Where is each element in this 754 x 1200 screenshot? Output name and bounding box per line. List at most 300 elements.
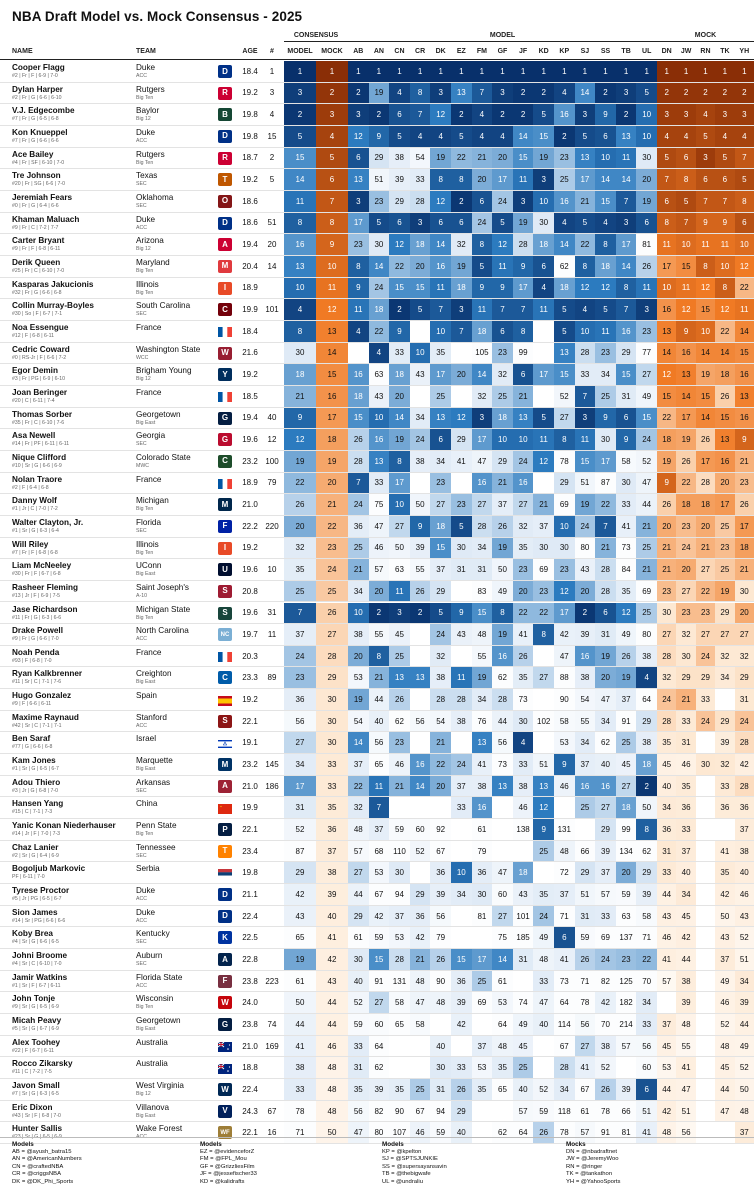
conference: Big Ten bbox=[136, 159, 154, 166]
pick-number bbox=[264, 1079, 280, 1100]
model-rank-cell: 41 bbox=[554, 949, 575, 970]
team-logo-icon: C bbox=[218, 455, 232, 468]
consensus-model-cell: 21 bbox=[284, 386, 316, 407]
mock-rank-cell bbox=[696, 1036, 715, 1057]
model-rank-cell: 91 bbox=[369, 971, 390, 992]
model-rank-cell: 31 bbox=[575, 906, 596, 927]
pick-number: 79 bbox=[267, 478, 277, 488]
model-rank-cell: 25 bbox=[513, 1057, 534, 1078]
model-rank-cell: 17 bbox=[492, 169, 513, 190]
model-rank-cell bbox=[410, 797, 431, 818]
player-name: Noah Penda bbox=[12, 647, 60, 657]
model-rank-cell: 60 bbox=[636, 1057, 657, 1078]
player-age: 19.6 bbox=[242, 608, 258, 618]
model-rank-cell: 1 bbox=[410, 61, 431, 82]
mock-rank-cell: 39 bbox=[676, 992, 695, 1013]
consensus-mock-cell: 42 bbox=[316, 949, 348, 970]
consensus-model-cell: 38 bbox=[284, 1057, 316, 1078]
model-rank-cell: 82 bbox=[595, 971, 616, 992]
model-rank-cell: 3 bbox=[389, 603, 410, 624]
mock-rank-cell: 40 bbox=[657, 776, 676, 797]
mock-rank-cell: 48 bbox=[735, 1101, 754, 1122]
model-rank-cell: 17 bbox=[554, 603, 575, 624]
model-rank-cell: 34 bbox=[554, 1079, 575, 1100]
model-rank-cell: 2 bbox=[389, 299, 410, 320]
mock-rank-cell bbox=[696, 1079, 715, 1100]
model-rank-cell: 24 bbox=[575, 516, 596, 537]
model-rank-cell: 64 bbox=[554, 992, 575, 1013]
team-logo-icon: NC bbox=[218, 628, 232, 641]
model-group-label: MODEL bbox=[348, 29, 657, 42]
player-name: Rocco Zikarsky bbox=[12, 1059, 73, 1069]
model-rank-cell: 13 bbox=[451, 83, 472, 104]
player-details: #20 | Fr | SG | 6-6 | 7-0 bbox=[12, 181, 65, 188]
model-rank-cell: 7 bbox=[513, 299, 534, 320]
player-details: #9 | Fr | F | 6-8 | 6-11 bbox=[12, 246, 61, 253]
player-name: Yanic Konan Niederhauser bbox=[12, 821, 116, 831]
model-rank-cell: 18 bbox=[430, 516, 451, 537]
consensus-model-cell: 2 bbox=[284, 104, 316, 125]
player-name: Asa Newell bbox=[12, 431, 56, 441]
model-rank-cell: 67 bbox=[430, 841, 451, 862]
consensus-model-cell: 61 bbox=[284, 971, 316, 992]
conference: Big East bbox=[136, 679, 156, 686]
model-rank-cell: 4 bbox=[348, 321, 369, 342]
pick-number: 40 bbox=[267, 413, 277, 423]
model-rank-cell: 10 bbox=[369, 408, 390, 429]
model-rank-cell: 34 bbox=[575, 732, 596, 753]
model-rank-cell: 22 bbox=[430, 754, 451, 775]
model-rank-cell: 5 bbox=[554, 321, 575, 342]
player-details: #32 | Fr | G | 6-6 | 6-8 bbox=[12, 289, 62, 296]
mock-rank-cell: 21 bbox=[735, 451, 754, 472]
player-details: #15 | C | 7-1 | 7-3 bbox=[12, 809, 53, 816]
mock-rank-cell: 19 bbox=[676, 429, 695, 450]
model-rank-cell: 38 bbox=[513, 776, 534, 797]
mock-rank-cell bbox=[715, 689, 734, 710]
model-rank-cell: 16 bbox=[492, 646, 513, 667]
model-rank-cell: 92 bbox=[430, 819, 451, 840]
player-name: Hansen Yang bbox=[12, 799, 64, 809]
model-rank-cell: 74 bbox=[513, 992, 534, 1013]
player-details: #25 | Fr | C | 6-10 | 7-0 bbox=[12, 267, 65, 274]
table-row bbox=[0, 689, 754, 711]
model-rank-cell bbox=[389, 797, 410, 818]
mock-rank-cell: 14 bbox=[735, 321, 754, 342]
consensus-model-cell: 17 bbox=[284, 776, 316, 797]
model-rank-cell: 30 bbox=[430, 1057, 451, 1078]
mock-rank-cell: 11 bbox=[696, 234, 715, 255]
model-rank-cell: 53 bbox=[554, 732, 575, 753]
model-rank-cell: 18 bbox=[472, 321, 493, 342]
model-rank-cell bbox=[410, 1057, 431, 1078]
model-rank-cell: 33 bbox=[636, 1014, 657, 1035]
team-logo-icon: T bbox=[218, 173, 232, 186]
player-details: #1 | Jr | C | 7-0 | 7-2 bbox=[12, 506, 58, 513]
consensus-model-cell: 24 bbox=[284, 646, 316, 667]
player-age: 22.1 bbox=[242, 1128, 258, 1138]
model-rank-cell: 36 bbox=[410, 906, 431, 927]
mock-rank-cell: 5 bbox=[676, 191, 695, 212]
model-rank-cell: 42 bbox=[595, 992, 616, 1013]
model-rank-cell: 59 bbox=[389, 819, 410, 840]
pick-number: 12 bbox=[267, 435, 277, 445]
mock-rank-cell: 21 bbox=[735, 559, 754, 580]
pick-number bbox=[264, 343, 280, 364]
consensus-model-cell: 9 bbox=[284, 408, 316, 429]
model-rank-cell: 23 bbox=[533, 581, 554, 602]
model-rank-cell: 185 bbox=[513, 927, 534, 948]
model-rank-cell: 8 bbox=[348, 256, 369, 277]
model-rank-cell: 47 bbox=[595, 689, 616, 710]
mock-rank-cell: 35 bbox=[676, 776, 695, 797]
mock-rank-cell: 8 bbox=[676, 169, 695, 190]
mock-rank-cell: 3 bbox=[715, 104, 734, 125]
model-rank-cell: 36 bbox=[348, 516, 369, 537]
model-rank-cell: 59 bbox=[430, 1122, 451, 1143]
model-rank-cell: 2 bbox=[451, 104, 472, 125]
mock-rank-cell: 57 bbox=[657, 971, 676, 992]
model-rank-cell: 51 bbox=[369, 169, 390, 190]
model-rank-cell: 65 bbox=[389, 1014, 410, 1035]
model-rank-cell: 19 bbox=[575, 494, 596, 515]
model-rank-cell: 20 bbox=[451, 364, 472, 385]
mock-rank-cell: 13 bbox=[676, 364, 695, 385]
model-rank-cell: 21 bbox=[595, 538, 616, 559]
mock-rank-cell: 17 bbox=[696, 451, 715, 472]
model-rank-cell: 47 bbox=[472, 451, 493, 472]
mock-rank-cell: 44 bbox=[735, 1014, 754, 1035]
model-rank-cell: 13 bbox=[430, 408, 451, 429]
mock-rank-cell: 21 bbox=[676, 689, 695, 710]
model-rank-cell: 47 bbox=[369, 516, 390, 537]
model-rank-cell: 34 bbox=[410, 408, 431, 429]
mock-rank-cell: 49 bbox=[715, 971, 734, 992]
model-rank-cell: 42 bbox=[369, 906, 390, 927]
player-name: Cedric Coward bbox=[12, 344, 70, 354]
mock-rank-cell: 16 bbox=[676, 343, 695, 364]
player-details: #2 | Fr | F | 6-9 | 7-0 bbox=[12, 73, 58, 79]
team-logo-icon: T bbox=[218, 845, 232, 858]
model-rank-cell: 55 bbox=[575, 711, 596, 732]
table-row bbox=[0, 538, 754, 560]
consensus-mock-cell: 48 bbox=[316, 1079, 348, 1100]
consensus-mock-cell: 10 bbox=[316, 256, 348, 277]
conference: SEC bbox=[136, 311, 147, 318]
model-rank-cell: 42 bbox=[554, 624, 575, 645]
mock-rank-cell: 18 bbox=[715, 364, 734, 385]
mock-rank-cell: 17 bbox=[735, 516, 754, 537]
model-rank-cell: 138 bbox=[513, 819, 534, 840]
model-rank-cell: 39 bbox=[369, 1079, 390, 1100]
model-rank-cell: 23 bbox=[389, 732, 410, 753]
consensus-model-cell: 5 bbox=[284, 126, 316, 147]
model-rank-cell: 8 bbox=[575, 256, 596, 277]
model-rank-cell: 31 bbox=[430, 1079, 451, 1100]
mock-rank-cell: 5 bbox=[715, 148, 734, 169]
team-logo-icon: G bbox=[218, 1018, 232, 1031]
model-rank-cell: 5 bbox=[451, 516, 472, 537]
model-rank-cell: 75 bbox=[492, 927, 513, 948]
consensus-mock-cell: 16 bbox=[316, 386, 348, 407]
model-rank-cell: 24 bbox=[348, 494, 369, 515]
mock-rank-cell bbox=[696, 776, 715, 797]
model-rank-cell: 26 bbox=[430, 949, 451, 970]
conference: Big East bbox=[136, 766, 156, 773]
legend-item: CN = @craftedNBA bbox=[12, 1163, 64, 1170]
model-rank-cell: 18 bbox=[451, 278, 472, 299]
model-rank-cell: 27 bbox=[472, 494, 493, 515]
player-name: Alex Toohey bbox=[12, 1037, 61, 1047]
team-logo-icon: W bbox=[218, 1083, 232, 1096]
model-rank-cell: 25 bbox=[533, 841, 554, 862]
model-rank-cell: 21 bbox=[430, 732, 451, 753]
model-rank-cell: 7 bbox=[616, 299, 637, 320]
model-rank-cell: 57 bbox=[616, 1036, 637, 1057]
pick-number bbox=[264, 862, 280, 883]
model-rank-cell: 69 bbox=[636, 581, 657, 602]
table-row bbox=[0, 732, 754, 754]
mock-rank-cell: 42 bbox=[735, 754, 754, 775]
model-rank-cell: 57 bbox=[595, 884, 616, 905]
model-rank-cell: 10 bbox=[575, 321, 596, 342]
model-rank-cell: 10 bbox=[636, 126, 657, 147]
model-rank-cell: 37 bbox=[430, 559, 451, 580]
mock-rank-cell: 27 bbox=[696, 559, 715, 580]
player-details: #20 | C | 6-11 | 7-4 bbox=[12, 397, 55, 404]
model-rank-cell: 9 bbox=[410, 516, 431, 537]
player-age: 22.2 bbox=[242, 521, 258, 531]
mock-rank-cell: 3 bbox=[657, 104, 676, 125]
consensus-mock-cell: 7 bbox=[316, 191, 348, 212]
mock-col-header: YH bbox=[739, 48, 750, 55]
player-details: #1 | Sr | G | 6-5 | 6-7 bbox=[12, 766, 59, 773]
country-flag-icon bbox=[218, 867, 232, 880]
model-rank-cell bbox=[451, 581, 472, 602]
mock-rank-cell: 4 bbox=[657, 126, 676, 147]
model-rank-cell: 20 bbox=[513, 581, 534, 602]
model-rank-cell: 61 bbox=[492, 971, 513, 992]
model-rank-cell: 60 bbox=[492, 884, 513, 905]
model-rank-cell: 38 bbox=[472, 776, 493, 797]
model-rank-cell: 5 bbox=[492, 213, 513, 234]
mock-rank-cell: 16 bbox=[657, 299, 676, 320]
model-rank-cell: 5 bbox=[410, 299, 431, 320]
model-rank-cell: 39 bbox=[410, 538, 431, 559]
mock-rank-cell: 41 bbox=[715, 841, 734, 862]
team-name: Stanford bbox=[136, 712, 167, 722]
player-age: 19.2 bbox=[242, 543, 258, 553]
mock-rank-cell: 13 bbox=[715, 429, 734, 450]
model-rank-cell: 22 bbox=[369, 321, 390, 342]
model-rank-cell: 87 bbox=[595, 473, 616, 494]
mock-rank-cell: 20 bbox=[676, 559, 695, 580]
model-rank-cell: 20 bbox=[492, 148, 513, 169]
model-rank-cell: 33 bbox=[410, 169, 431, 190]
pick-number bbox=[264, 581, 280, 602]
consensus-model-cell: 71 bbox=[284, 1122, 316, 1143]
model-rank-cell: 20 bbox=[430, 776, 451, 797]
model-rank-cell: 69 bbox=[595, 927, 616, 948]
mock-rank-cell: 11 bbox=[715, 234, 734, 255]
consensus-mock-cell: 30 bbox=[316, 711, 348, 732]
model-rank-cell: 73 bbox=[492, 754, 513, 775]
model-rank-cell: 14 bbox=[369, 256, 390, 277]
consensus-mock-cell: 39 bbox=[316, 884, 348, 905]
pick-number bbox=[264, 494, 280, 515]
consensus-mock-cell: 8 bbox=[316, 213, 348, 234]
mock-rank-cell: 9 bbox=[676, 321, 695, 342]
model-rank-cell: 44 bbox=[348, 884, 369, 905]
model-rank-cell: 54 bbox=[575, 689, 596, 710]
model-rank-cell: 41 bbox=[472, 754, 493, 775]
consensus-mock-cell: 3 bbox=[316, 104, 348, 125]
model-rank-cell: 37 bbox=[575, 754, 596, 775]
model-rank-cell: 63 bbox=[369, 364, 390, 385]
model-rank-cell: 21 bbox=[472, 148, 493, 169]
player-details: #4 | Fr | SF | 6-10 | 7-0 bbox=[12, 159, 65, 166]
team-name: West Virginia bbox=[136, 1081, 184, 1091]
mock-rank-cell: 10 bbox=[735, 234, 754, 255]
model-rank-cell: 44 bbox=[369, 689, 390, 710]
table-row bbox=[0, 343, 754, 365]
team-name: Penn State bbox=[136, 821, 177, 831]
team-name: Australia bbox=[136, 1059, 168, 1069]
model-rank-cell: 1 bbox=[348, 61, 369, 82]
pick-number: 4 bbox=[269, 110, 275, 120]
consensus-mock-cell: 40 bbox=[316, 906, 348, 927]
model-rank-cell: 56 bbox=[430, 906, 451, 927]
model-rank-cell: 16 bbox=[513, 473, 534, 494]
model-rank-cell: 4 bbox=[595, 213, 616, 234]
team-logo-icon: M bbox=[218, 498, 232, 511]
model-rank-cell: 9 bbox=[595, 104, 616, 125]
table-row bbox=[0, 299, 754, 321]
model-rank-cell: 8 bbox=[636, 819, 657, 840]
player-age: 23.2 bbox=[242, 456, 258, 466]
model-rank-cell: 23 bbox=[636, 321, 657, 342]
model-rank-cell: 45 bbox=[513, 1036, 534, 1057]
mock-rank-cell: 48 bbox=[676, 1014, 695, 1035]
player-age: 19.9 bbox=[242, 305, 258, 315]
mock-rank-cell: 41 bbox=[676, 1057, 695, 1078]
model-rank-cell: 18 bbox=[636, 754, 657, 775]
model-rank-cell: 2 bbox=[451, 191, 472, 212]
table-row bbox=[0, 364, 754, 386]
model-rank-cell bbox=[492, 819, 513, 840]
model-col-header: KP bbox=[559, 48, 570, 55]
country-flag-icon bbox=[218, 1041, 232, 1054]
model-rank-cell: 99 bbox=[616, 819, 637, 840]
player-name: Ace Bailey bbox=[12, 149, 54, 159]
mock-rank-cell: 44 bbox=[657, 1079, 676, 1100]
model-rank-cell: 38 bbox=[595, 1036, 616, 1057]
model-rank-cell: 28 bbox=[554, 1057, 575, 1078]
model-rank-cell: 22 bbox=[451, 148, 472, 169]
pick-number: 101 bbox=[265, 305, 279, 315]
team-name: Georgetown bbox=[136, 1016, 181, 1026]
model-rank-cell: 67 bbox=[369, 884, 390, 905]
model-rank-cell: 26 bbox=[616, 646, 637, 667]
mock-rank-cell: 16 bbox=[715, 451, 734, 472]
model-rank-cell: 27 bbox=[533, 667, 554, 688]
mock-rank-cell: 26 bbox=[735, 494, 754, 515]
team-name: Colorado State bbox=[136, 452, 191, 462]
model-rank-cell: 57 bbox=[369, 559, 390, 580]
model-rank-cell: 2 bbox=[575, 603, 596, 624]
model-rank-cell: 23 bbox=[430, 473, 451, 494]
model-rank-cell: 22 bbox=[348, 776, 369, 797]
model-rank-cell: 2 bbox=[410, 603, 431, 624]
model-rank-cell: 21 bbox=[410, 949, 431, 970]
mock-rank-cell: 6 bbox=[657, 191, 676, 212]
model-rank-cell: 28 bbox=[430, 689, 451, 710]
model-rank-cell: 9 bbox=[616, 429, 637, 450]
model-rank-cell: 17 bbox=[595, 451, 616, 472]
model-rank-cell: 14 bbox=[348, 732, 369, 753]
consensus-mock-cell: 14 bbox=[316, 343, 348, 364]
model-rank-cell: 70 bbox=[595, 1014, 616, 1035]
table-row bbox=[0, 1014, 754, 1036]
player-age: 18.6 bbox=[242, 196, 258, 206]
mock-rank-cell: 32 bbox=[657, 667, 676, 688]
player-name: Hunter Sallis bbox=[12, 1124, 63, 1134]
model-rank-cell: 8 bbox=[472, 234, 493, 255]
mock-rank-cell: 18 bbox=[735, 538, 754, 559]
model-rank-cell: 35 bbox=[472, 1079, 493, 1100]
team-logo-icon: I bbox=[218, 282, 232, 295]
consensus-model-cell: 30 bbox=[284, 343, 316, 364]
model-rank-cell: 1 bbox=[595, 61, 616, 82]
model-rank-cell bbox=[410, 732, 431, 753]
model-rank-cell bbox=[389, 1057, 410, 1078]
model-rank-cell: 9 bbox=[369, 126, 390, 147]
mock-rank-cell: 23 bbox=[715, 538, 734, 559]
consensus-mock-cell: 28 bbox=[316, 646, 348, 667]
model-rank-cell: 5 bbox=[389, 126, 410, 147]
model-rank-cell: 16 bbox=[554, 104, 575, 125]
model-rank-cell: 3 bbox=[430, 83, 451, 104]
model-rank-cell: 7 bbox=[472, 83, 493, 104]
team-logo-icon: W bbox=[218, 347, 232, 360]
model-rank-cell: 6 bbox=[533, 256, 554, 277]
model-col-header: SS bbox=[600, 48, 611, 55]
model-rank-cell: 4 bbox=[533, 278, 554, 299]
player-details: #35 | Fr | C | 6-10 | 7-6 bbox=[12, 419, 65, 426]
model-rank-cell: 1 bbox=[492, 61, 513, 82]
model-rank-cell: 30 bbox=[554, 538, 575, 559]
mock-rank-cell: 37 bbox=[657, 1014, 676, 1035]
consensus-mock-cell: 33 bbox=[316, 754, 348, 775]
model-rank-cell: 23 bbox=[554, 148, 575, 169]
player-name: Walter Clayton, Jr. bbox=[12, 517, 84, 527]
model-rank-cell: 9 bbox=[492, 278, 513, 299]
model-rank-cell: 19 bbox=[389, 429, 410, 450]
mock-rank-cell: 47 bbox=[676, 1079, 695, 1100]
mock-rank-cell: 33 bbox=[676, 711, 695, 732]
model-rank-cell: 40 bbox=[513, 1079, 534, 1100]
player-details: #22 | F | 6-7 | 6-11 bbox=[12, 1047, 55, 1054]
mock-rank-cell bbox=[696, 862, 715, 883]
consensus-model-cell: 50 bbox=[284, 992, 316, 1013]
player-age: 19.2 bbox=[242, 370, 258, 380]
model-rank-cell: 27 bbox=[575, 1036, 596, 1057]
table-row bbox=[0, 819, 754, 841]
consensus-model-cell: 35 bbox=[284, 559, 316, 580]
player-details: #11 | C | 7-2 | 7-5 bbox=[12, 1069, 52, 1076]
model-rank-cell: 25 bbox=[595, 386, 616, 407]
team-name: Illinois bbox=[136, 279, 159, 289]
